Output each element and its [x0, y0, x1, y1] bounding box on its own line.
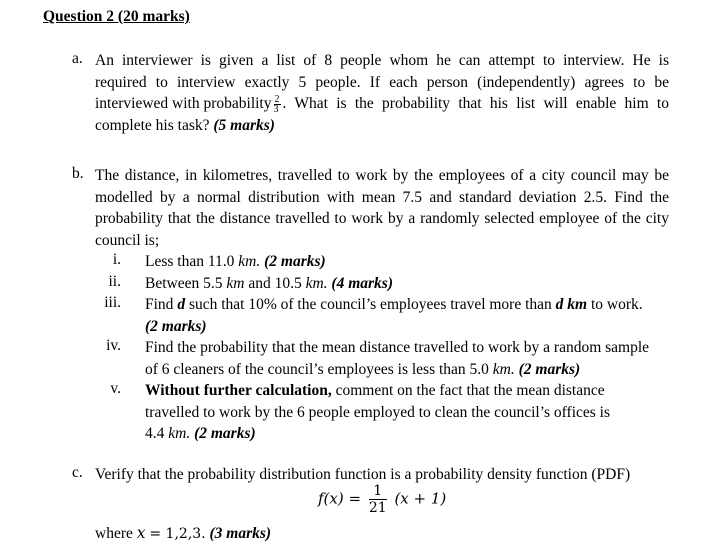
part-a-line-2: required to interview exactly 5 people. If each person (independently) agrees to be [95, 73, 669, 91]
item-iii-mid: such that 10% of the council’s employees travel more than [188, 296, 552, 313]
item-v-line-3 [145, 423, 670, 445]
part-c-label: c. [72, 464, 83, 481]
item-iii-post: to work. [590, 296, 643, 313]
item-v-unit: km. [168, 425, 191, 442]
formula-numerator: 1 [369, 483, 387, 500]
item-ii-mid: and 10.5 [248, 275, 302, 292]
item-iii-var-2: d km [555, 296, 588, 313]
item-iii-marks: (2 marks) [145, 317, 207, 335]
item-text [145, 294, 670, 337]
item-iii-line-1 [145, 294, 670, 316]
part-a-label: a. [72, 50, 83, 67]
fraction-numerator: 2 [274, 93, 280, 105]
part-b-text [95, 165, 669, 251]
item-number: i. [112, 251, 121, 268]
where-var: x [136, 524, 146, 542]
item-v-line-3-pre: 4.4 [145, 425, 165, 442]
item-iv-line-2 [145, 359, 670, 381]
formula-lhs: f(x) = [318, 489, 362, 508]
item-iv-line-1: Find the probability that the mean distance travelled to work by a random sample [145, 339, 650, 356]
item-iii-var-1: d [177, 296, 186, 313]
item-iv-unit: km. [492, 360, 515, 378]
part-c-where-line [95, 523, 669, 546]
item-text [145, 273, 670, 295]
item-iii-pre: Find [145, 296, 174, 313]
item-iv-line-2-pre: of 6 cleaners of the council’s employees is less than 5.0 [145, 360, 489, 378]
item-v-marks: (2 marks) [194, 425, 256, 442]
item-number: ii. [108, 273, 121, 290]
item-v-line-1 [145, 380, 670, 402]
part-c-where-text [95, 523, 669, 546]
probability-fraction [274, 95, 281, 114]
item-text [145, 251, 670, 273]
item-v-line-1-post: comment on the fact that the mean distance [335, 382, 605, 399]
item-ii-unit-1: km [226, 275, 245, 292]
formula-rhs: (x + 1) [394, 489, 447, 508]
item-number: v. [110, 380, 121, 397]
item-text [145, 380, 670, 445]
question-title: Question 2 (20 marks) [43, 8, 190, 25]
item-v-line-2: travelled to work by the 6 people employed to clean the council’s offices is [145, 403, 611, 421]
part-a-text [95, 50, 669, 136]
where-pre: where [95, 525, 133, 542]
item-iv-marks: (2 marks) [518, 360, 581, 378]
item-i-pre: Less than 11.0 [145, 253, 235, 270]
fraction-denominator: 3 [273, 103, 279, 115]
item-i-marks: (2 marks) [264, 253, 326, 270]
part-a-line-4-text: complete his task? [95, 116, 210, 134]
item-i-unit: km. [238, 253, 261, 270]
part-a-line-1: An interviewer is given a list of 8 people whom he can attempt to interview. He is [95, 52, 669, 69]
item-ii-unit-2: km. [305, 275, 328, 292]
part-c-marks: (3 marks) [209, 525, 272, 542]
formula-denominator: 21 [368, 500, 387, 516]
part-b-line-3: probability that the distance travelled to work by a randomly selected employee of the city [95, 210, 669, 227]
part-a-line-3-pre-text: interviewed with probability [95, 95, 272, 112]
item-ii-marks: (4 marks) [331, 275, 393, 292]
item-ii-line [145, 273, 670, 295]
item-text [145, 337, 670, 380]
part-a-line-3-pre [95, 93, 283, 115]
part-b-line-2: modelled by a normal distribution with mean 7.5 and standard deviation 2.5. Find the [95, 188, 669, 206]
part-b-line-4: council is; [95, 231, 160, 249]
where-vals: = 1,2,3. [149, 526, 206, 542]
part-b-label: b. [72, 165, 84, 182]
part-b-line-1: The distance, in kilometres, travelled to work by the employees of a city council may be [95, 167, 669, 184]
formula-fraction [369, 483, 387, 516]
item-number: iv. [106, 337, 121, 354]
part-a-marks: (5 marks) [213, 116, 275, 134]
pdf-formula [318, 483, 446, 516]
item-i-line [145, 251, 670, 273]
item-ii-pre: Between 5.5 [145, 275, 223, 292]
item-v-bold: Without further calculation, [145, 382, 332, 399]
part-a-line-3 [95, 93, 669, 115]
part-a-line-4 [95, 115, 669, 137]
part-c-line-1: Verify that the probability distribution function is a probability density function (PDF) [95, 466, 631, 483]
item-number: iii. [104, 294, 121, 311]
part-a-line-3-post: . What is the probability that his list will enable him to [282, 95, 669, 112]
